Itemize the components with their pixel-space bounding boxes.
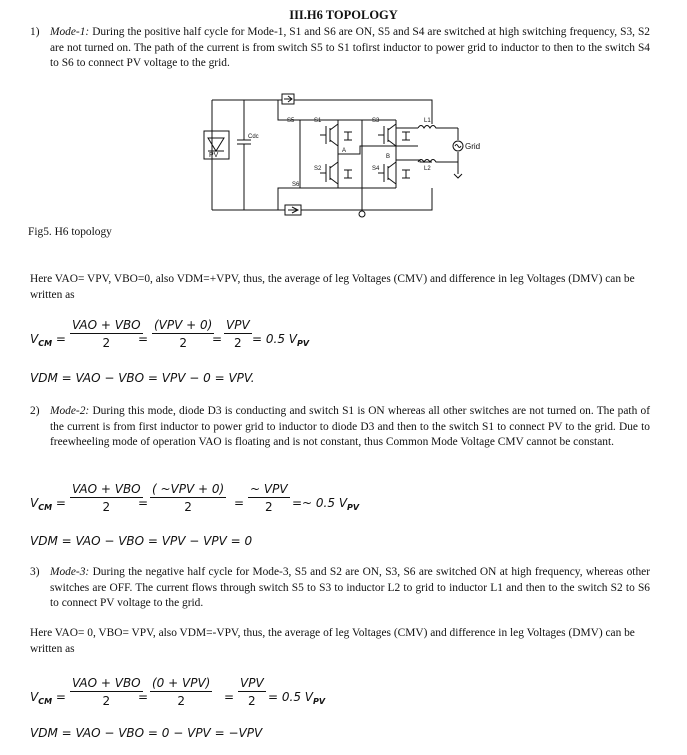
label-s4: S4 [372,166,380,172]
eq1-result: = 0.5 V [252,332,297,346]
equation-vdm-mode2: VDM = VAO − VBO = VPV − VPV = 0 [30,534,253,548]
label-s2: S2 [314,166,322,172]
mode2-paragraph [30,404,650,451]
mode1-text: During the positive half cycle for Mode-1, S1 and S6 are ON, S5 and S4 are switched at high switching frequency, S3, S2 are not turned on. The path of the current is from switch S5 to S1 tofirst inductor to power grid to inductor to then to the switch S4 to S6 to connect PV voltage to the grid. [50,26,650,70]
mode1-number: 1) [30,26,40,38]
mode3-paragraph [30,565,650,612]
paragraph-1: Here VAO= VPV, VBO=0, also VDM=+VPV, thus, the average of leg Voltages (CMV) and difference in leg Voltages (DMV) can be written as [30,273,635,301]
label-s3: S3 [372,118,380,124]
paragraph-2: Here VAO= 0, VBO= VPV, also VDM=-VPV, thus, the average of leg Voltages (CMV) and difference in leg Voltages (DMV) can be written as [30,627,635,655]
label-b: B [386,154,391,160]
label-cdc: Cdc [248,134,259,140]
mode2-text: During this mode, diode D3 is conducting and switch S1 is ON whereas all other switches are not turned on. The path of the current is from first inductor to power grid to inductor to diode D3 and then to the switch S1 to connect PV to the grid. Due to freewheeling mode of operation VAO is floating and is not constant, thus Common Mode Voltage CMV cannot be constant. [50,405,650,449]
h6-topology-diagram [200,88,500,222]
label-grid: Grid [465,142,481,151]
eq1-frac3-num: VPV [226,318,250,332]
mode3-number: 3) [30,566,40,578]
mode2-label: Mode-2: [50,405,90,417]
label-l2: L2 [424,166,431,172]
label-s6: S6 [292,182,300,188]
eq1-frac1-num: VAO + VBO [72,318,141,332]
label-a: A [342,148,347,154]
equation-vcm-mode2: $V_{CM}$ = VAO + VBO 2 = ( ~VPV + 0) 2 = ~ VPV 2 =~ 0.5 $V_{PV}$ [30,482,360,514]
equation-vcm-mode3: $V_{CM}$ = VAO + VBO 2 = (0 + VPV) 2 = VPV 2 = 0.5 $V_{PV}$ [30,676,326,708]
section-title: III.H6 TOPOLOGY [289,8,398,22]
label-s1: S1 [314,118,322,124]
label-s5: S5 [287,118,295,124]
equation-vdm-mode3: VDM = VAO − VBO = 0 − VPV = −VPV [30,726,263,740]
label-l1: L1 [424,118,431,124]
mode3-label: Mode-3: [50,566,90,578]
label-pv: PV [209,152,219,159]
mode1-paragraph [30,25,650,72]
eq1-lhs: $V_{CM}$ = [30,332,66,348]
mode2-number: 2) [30,405,40,417]
equation-vdm-mode1: VDM = VAO − VBO = VPV − 0 = VPV. [30,371,255,385]
eq1-frac2-num: (VPV + 0) [154,318,213,332]
mode3-text: During the negative half cycle for Mode-3, S5 and S2 are ON, S3, S6 are switched ON at high frequency, whereas other switches are OFF. The current flows through switch S5 to S3 to inductor L2 to grid to inductor L1 and then to the switch S2 to S6 to connect PV voltage to the grid. [50,566,650,610]
figure-caption: Fig5. H6 topology [28,226,112,238]
equation-vcm-mode1: $V_{CM}$ = VAO + VBO 2 = (VPV + 0) 2 = VPV 2 = 0.5 $V_{PV}$ [30,318,310,350]
mode1-label: Mode-1: [50,26,90,38]
